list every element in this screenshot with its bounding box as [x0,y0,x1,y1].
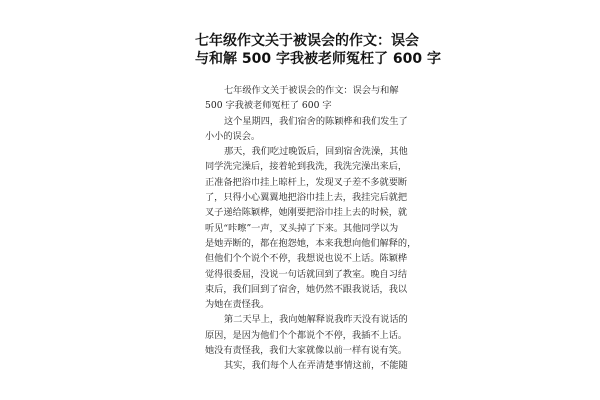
body-text-line: 七年级作文关于被误会的作文：误会与和解 [224,85,399,96]
body-text-line: 500 字我被老师冤枉了 600 字 [205,100,332,112]
body-text-line: 那天，我们吃过晚饭后，回到宿舍洗澡，其他 [224,146,408,158]
body-text-line: 同学洗完澡后，接着轮到我洗，我洗完澡出来后， [205,161,408,173]
body-text-line: 了，只得小心翼翼地把浴巾挂上去，我挂完后就把 [205,192,408,204]
body-text-line: 这个星期四，我们宿舍的陈颖桦和我们发生了 [224,115,408,127]
body-text-line: 为她在责怪我。 [205,299,270,311]
document-title [195,32,441,68]
body-text-line: 第二天早上，我向她解释说我昨天没有说话的 [224,314,408,326]
body-text-line: 听见“咔嚓”一声，叉头掉了下来。其他同学以为 [205,222,399,234]
body-text-line: 原因，是因为他们个个都说个不停，我插不上话。 [205,329,408,341]
document-body [205,83,417,374]
body-text-line: 但他们个个说个不停，我想说也说不上话。陈颖桦 [205,253,408,265]
body-text-line: 其实，我们每个人在弄清楚事情这前，不能随 [224,360,408,372]
body-text-line: 是她弄断的，都在抱怨她，本来我想向他们解释的， [205,237,417,249]
body-text-line: 正准备把浴巾挂上晾杆上，发现叉子差不多就要断 [205,176,408,188]
title-line: 与和解 500 字我被老师冤枉了 600 字 [195,51,441,67]
body-text-line: 束后，我们回到了宿舍，她仍然不跟我说话，我以 [205,283,408,295]
body-text-line: 叉子递给陈颖桦，她刚要把浴巾挂上去的时候，就 [205,207,408,219]
body-text-line: 觉得很委屈，没说一句话就回到了教室。晚自习结 [205,268,408,280]
body-text-line: 她没有责怪我，我们大家就像以前一样有说有笑。 [205,345,408,357]
body-text-line: 小小的误会。 [205,130,261,142]
title-line: 七年级作文关于被误会的作文：误会 [195,33,419,49]
